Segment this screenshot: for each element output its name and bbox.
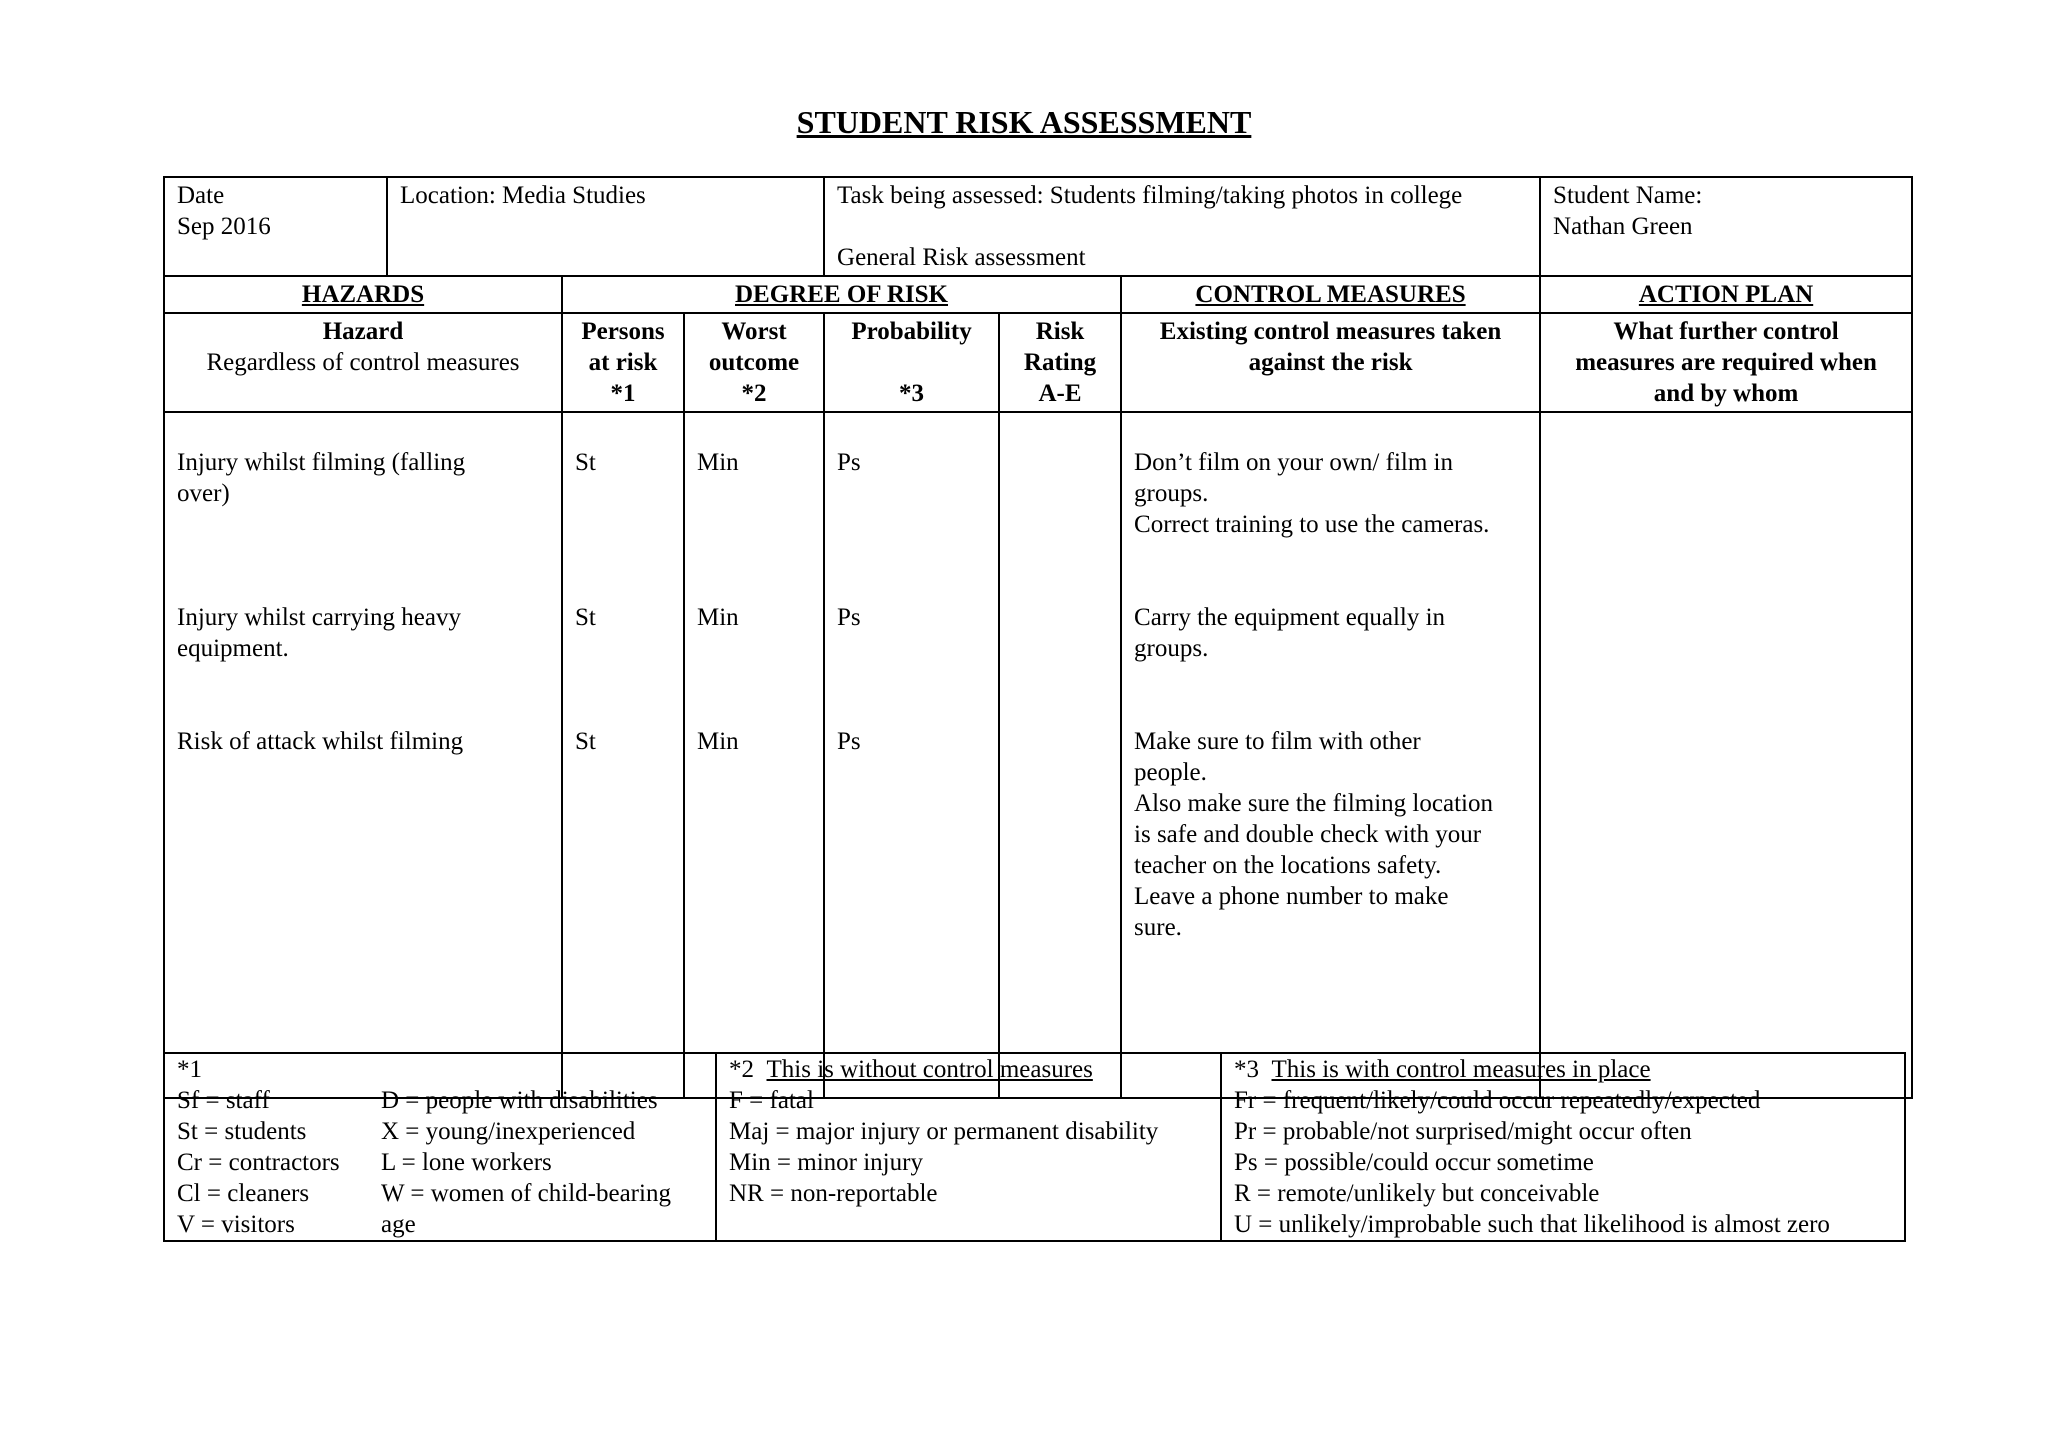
col-worst <box>684 313 824 412</box>
info-row <box>164 177 1912 276</box>
col-hazard-subtitle: Regardless of control measures <box>206 349 520 376</box>
legend-outcome-1: F = fatal <box>729 1087 814 1114</box>
worst-2: Min <box>697 604 739 631</box>
hazard-3-l1: Risk of attack whilst filming <box>177 728 464 755</box>
control-3-l3: Also make sure the filming location <box>1134 790 1493 817</box>
student-value: Nathan Green <box>1553 213 1693 240</box>
control-2-l1: Carry the equipment equally in <box>1134 604 1446 631</box>
control-2-l2: groups. <box>1134 635 1209 662</box>
control-3-l1: Make sure to film with other <box>1134 728 1421 755</box>
prob-2: Ps <box>837 604 861 631</box>
col-persons-l1: Persons <box>581 318 665 345</box>
col-existing-controls <box>1121 313 1540 412</box>
legend-prob-1: Fr = frequent/likely/could occur repeatedly/expected <box>1234 1087 1761 1114</box>
persons-2: St <box>575 604 596 631</box>
legend-persons-key: *1 <box>177 1056 202 1083</box>
col-hazard <box>164 313 562 412</box>
column-header-row <box>164 313 1912 412</box>
task-text: Task being assessed: Students filming/taking photos in college <box>837 182 1463 209</box>
worst-3: Min <box>697 728 739 755</box>
legend-persons-left-5: V = visitors <box>177 1211 295 1238</box>
col-rating <box>999 313 1121 412</box>
probability-cell <box>824 412 999 1098</box>
prob-3: Ps <box>837 728 861 755</box>
section-action-plan: ACTION PLAN <box>1540 276 1912 313</box>
hazard-2-l2: equipment. <box>177 635 289 662</box>
col-worst-l3: *2 <box>741 380 767 407</box>
legend-table <box>163 1052 1904 1242</box>
legend-prob-4: R = remote/unlikely but conceivable <box>1234 1180 1600 1207</box>
location-text: Location: Media Studies <box>400 182 646 209</box>
action-plan-cell <box>1540 412 1912 1098</box>
section-hazards: HAZARDS <box>164 276 562 313</box>
page-title: STUDENT RISK ASSESSMENT <box>796 104 1252 140</box>
legend-outcome-4: NR = non-reportable <box>729 1180 938 1207</box>
col-persons-l2: at risk <box>588 349 658 376</box>
col-probability <box>824 313 999 412</box>
col-further-l3: and by whom <box>1653 380 1799 407</box>
col-existing-l2: against the risk <box>1248 349 1413 376</box>
control-1-l1: Don’t film on your own/ film in <box>1134 449 1453 476</box>
legend-prob-3: Ps = possible/could occur sometime <box>1234 1149 1594 1176</box>
col-prob-l3: *3 <box>899 380 925 407</box>
legend-persons-left-2: St = students <box>177 1118 307 1145</box>
hazards-cell <box>164 412 562 1098</box>
control-3-l4: is safe and double check with your <box>1134 821 1482 848</box>
col-further-controls <box>1540 313 1912 412</box>
legend-prob-key: *3 <box>1234 1056 1259 1083</box>
date-label: Date <box>177 182 225 209</box>
legend-persons-right-2: X = young/inexperienced <box>381 1118 636 1145</box>
col-persons <box>562 313 684 412</box>
task-cell <box>824 177 1540 276</box>
legend-outcome-3: Min = minor injury <box>729 1149 923 1176</box>
rating-cell <box>999 412 1121 1098</box>
controls-cell <box>1121 412 1540 1098</box>
control-3-l5: teacher on the locations safety. <box>1134 852 1442 879</box>
legend-persons-right-5: age <box>381 1211 416 1238</box>
section-control-measures: CONTROL MEASURES <box>1121 276 1540 313</box>
control-3-l7: sure. <box>1134 914 1182 941</box>
col-further-l1: What further control <box>1613 318 1839 345</box>
section-degree-of-risk: DEGREE OF RISK <box>562 276 1121 313</box>
legend-prob-title: This is with control measures in place <box>1271 1056 1651 1083</box>
student-cell <box>1540 177 1912 276</box>
legend-probability <box>1221 1053 1905 1241</box>
date-cell <box>164 177 387 276</box>
col-persons-l3: *1 <box>610 380 636 407</box>
legend-persons-left-1: Sf = staff <box>177 1087 270 1114</box>
hazard-body-row <box>164 412 1912 1098</box>
legend-outcome-2: Maj = major injury or permanent disability <box>729 1118 1159 1145</box>
location-cell <box>387 177 824 276</box>
section-header-row <box>164 276 1912 313</box>
col-prob-l1: Probability <box>851 318 972 345</box>
col-worst-l1: Worst <box>721 318 787 345</box>
hazard-2-l1: Injury whilst carrying heavy <box>177 604 461 631</box>
worst-1: Min <box>697 449 739 476</box>
control-1-l3: Correct training to use the cameras. <box>1134 511 1490 538</box>
persons-1: St <box>575 449 596 476</box>
persons-cell <box>562 412 684 1098</box>
student-label: Student Name: <box>1553 182 1703 209</box>
legend-persons-left-3: Cr = contractors <box>177 1149 340 1176</box>
hazard-1-l1: Injury whilst filming (falling <box>177 449 466 476</box>
col-existing-l1: Existing control measures taken <box>1159 318 1502 345</box>
legend-persons-right-1: D = people with disabilities <box>381 1087 658 1114</box>
legend-outcome-key: *2 <box>729 1056 754 1083</box>
col-rating-l1: Risk <box>1035 318 1085 345</box>
legend-prob-2: Pr = probable/not surprised/might occur often <box>1234 1118 1692 1145</box>
control-1-l2: groups. <box>1134 480 1209 507</box>
col-worst-l2: outcome <box>708 349 800 376</box>
col-rating-l2: Rating <box>1023 349 1097 376</box>
legend-persons-left-4: Cl = cleaners <box>177 1180 310 1207</box>
persons-3: St <box>575 728 596 755</box>
legend-persons-right-3: L = lone workers <box>381 1149 552 1176</box>
worst-cell <box>684 412 824 1098</box>
control-3-l6: Leave a phone number to make <box>1134 883 1449 910</box>
date-value: Sep 2016 <box>177 213 271 240</box>
prob-1: Ps <box>837 449 861 476</box>
task-subtext: General Risk assessment <box>837 244 1086 271</box>
risk-assessment-table <box>163 176 1904 1099</box>
col-hazard-title: Hazard <box>322 318 404 345</box>
legend-prob-5: U = unlikely/improbable such that likelihood is almost zero <box>1234 1211 1830 1238</box>
legend-persons-right-4: W = women of child-bearing <box>381 1180 671 1207</box>
col-further-l2: measures are required when <box>1575 349 1877 376</box>
control-3-l2: people. <box>1134 759 1207 786</box>
legend-persons <box>164 1053 716 1241</box>
legend-outcome-title: This is without control measures <box>766 1056 1093 1083</box>
hazard-1-l2: over) <box>177 480 230 507</box>
col-rating-l3: A-E <box>1038 380 1082 407</box>
legend-outcome <box>716 1053 1221 1241</box>
